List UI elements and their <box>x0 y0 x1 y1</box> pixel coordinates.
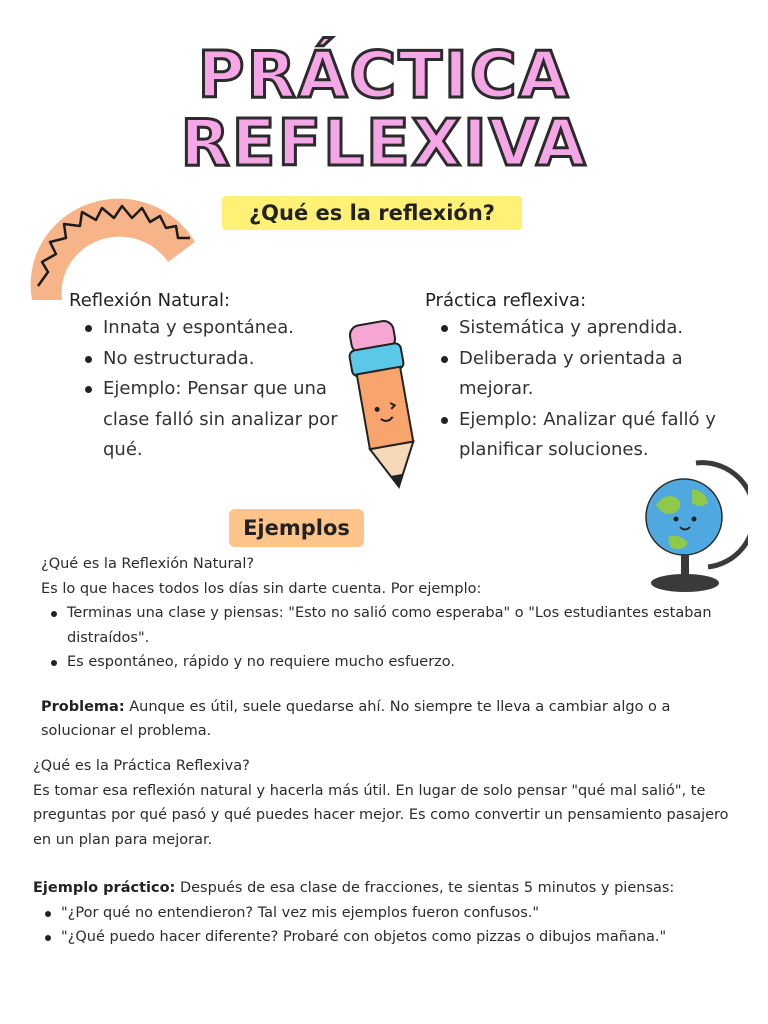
list-item: "¿Por qué no entendieron? Tal vez mis ejemplos fueron confusos." <box>39 901 745 926</box>
list-item: "¿Qué puedo hacer diferente? Probaré con objetos como pizzas o dibujos mañana." <box>39 925 745 950</box>
title-line-1: PRÁCTICA <box>197 39 571 113</box>
section-natural-reflection <box>41 552 741 744</box>
list-item: Es espontáneo, rápido y no requiere mucho esfuerzo. <box>45 650 725 675</box>
example-text: Después de esa clase de fracciones, te sientas 5 minutos y piensas: <box>175 880 675 896</box>
section1-list <box>45 601 725 675</box>
natural-heading: Reflexión Natural: <box>69 290 231 311</box>
practice-heading: Práctica reflexiva: <box>425 290 587 311</box>
practical-example-paragraph <box>33 876 745 901</box>
reflective-practice-column <box>425 290 745 466</box>
section1-intro: Es lo que haces todos los días sin darte cuenta. Por ejemplo: <box>41 580 482 597</box>
natural-reflection-column <box>69 290 369 466</box>
list-item: No estructurada. <box>81 344 369 375</box>
section2-body: Es tomar esa reflexión natural y hacerla más útil. En lugar de solo pensar "qué mal salió", te preguntas por qué pasó y qué puedes hacer mejor. Es como convertir un pensamiento pasajero en un plan para mejorar. <box>33 782 729 848</box>
section1-heading: ¿Qué es la Reflexión Natural? <box>41 556 255 572</box>
natural-list <box>81 313 369 466</box>
section-reflective-practice <box>33 754 745 950</box>
list-item: Sistemática y aprendida. <box>437 313 745 344</box>
problem-paragraph <box>41 695 731 744</box>
section2-list <box>39 901 745 950</box>
practice-list <box>437 313 745 466</box>
list-item: Ejemplo: Pensar que una clase falló sin analizar por qué. <box>81 374 369 466</box>
pencil-icon <box>345 318 425 498</box>
problem-text: Aunque es útil, suele quedarse ahí. No siempre te lleva a cambiar algo o a solucionar el problema. <box>41 698 671 739</box>
section2-heading: ¿Qué es la Práctica Reflexiva? <box>33 758 250 774</box>
list-item: Deliberada y orientada a mejorar. <box>437 344 745 405</box>
examples-heading: Ejemplos <box>229 509 364 547</box>
question-heading: ¿Qué es la reflexión? <box>222 196 522 230</box>
problem-label: Problema: <box>41 698 125 715</box>
list-item: Innata y espontánea. <box>81 313 369 344</box>
title-line-2: REFLEXIVA <box>180 107 588 181</box>
list-item: Ejemplo: Analizar qué falló y planificar soluciones. <box>437 405 745 466</box>
list-item: Terminas una clase y piensas: "Esto no salió como esperaba" o "Los estudiantes estaban distraídos". <box>45 601 725 650</box>
example-label: Ejemplo práctico: <box>33 880 176 896</box>
